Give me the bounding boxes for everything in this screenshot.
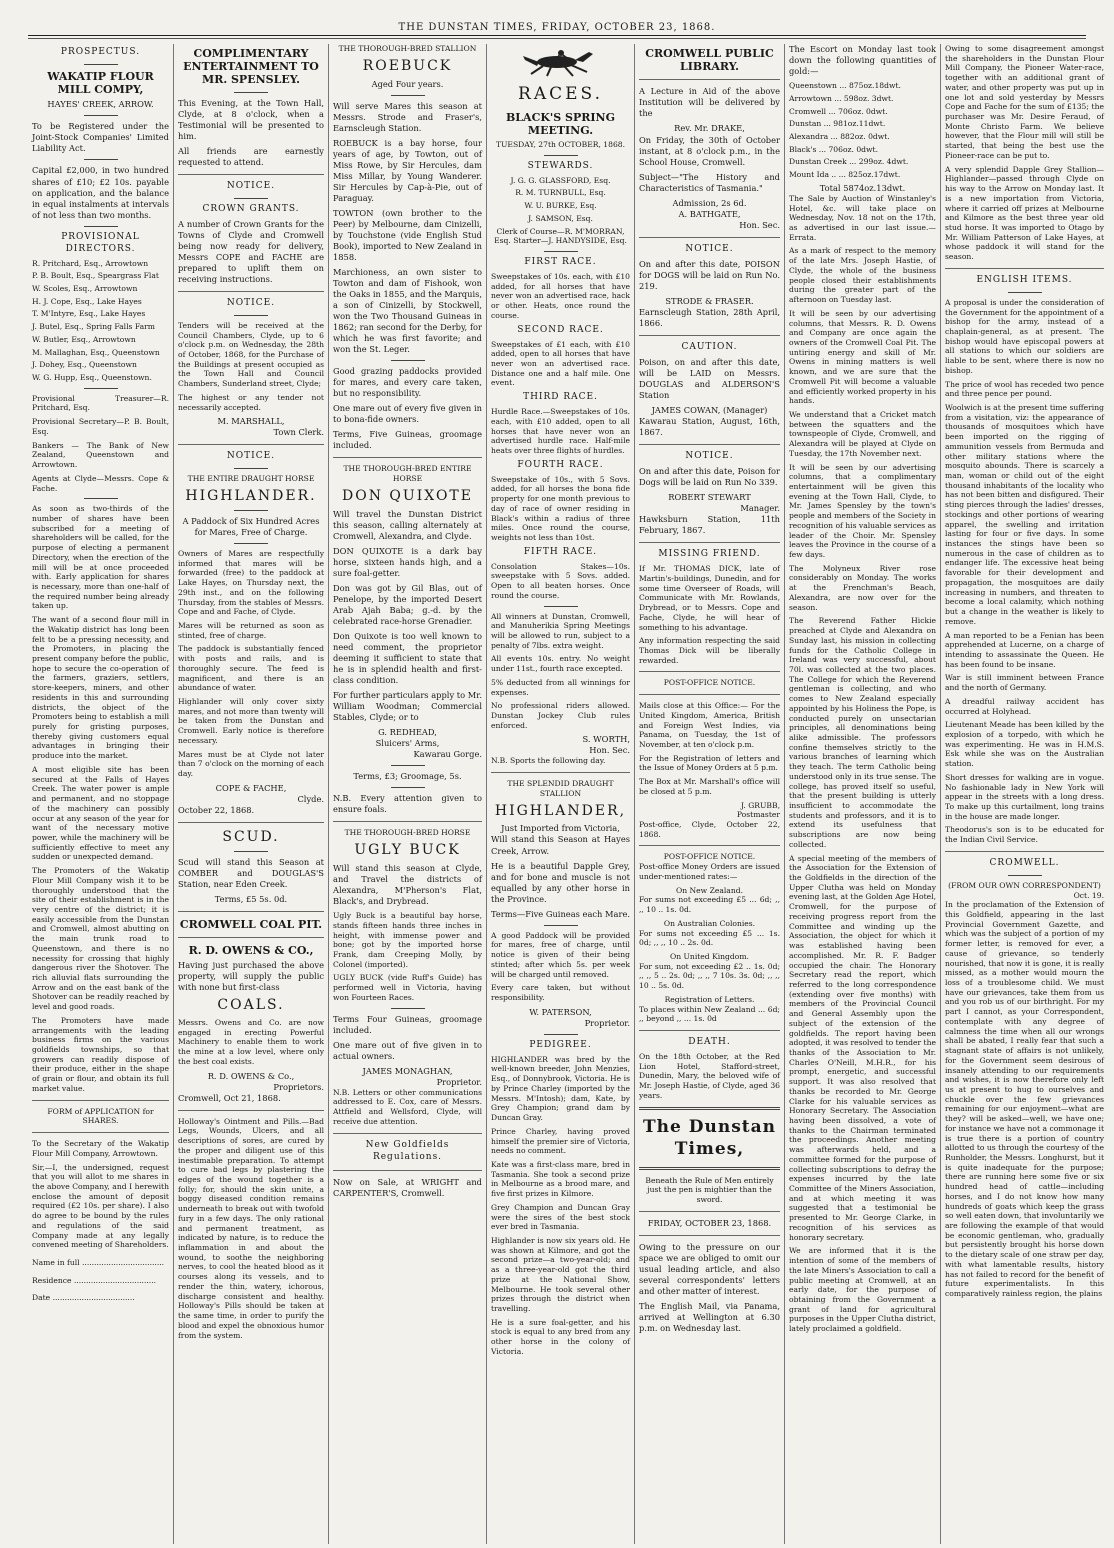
news-item: The Molyneux River rose considerably on Monday. The works at the Frenchman's Beach, Alexandra, are now over for the season.: [789, 563, 936, 612]
prospectus-body-5: The Promoters have made arrangements with the leading business firms on the various goldfields townships, so that growers can readily dispose of their produce, either in the shape of grain or flour, and obtain its full market value.: [32, 1015, 169, 1093]
station-dateline: Earnscleugh Station, 28th April, 1866.: [639, 306, 780, 328]
agents: Agents at Clyde—Messrs. Cope & Fache.: [32, 473, 169, 493]
ugly-nb: N.B. Letters or other communications addressed to E. Cox, care of Messrs. Attfield and Wellsford, Clyde, will receive due attention.: [333, 1087, 482, 1126]
missing-friend-reward: Any information respecting the said Thomas Dick will be liberally rewarded.: [639, 636, 780, 665]
signatory-place: Kawarau Gorge.: [413, 749, 482, 760]
list-item: J. Butel, Esq., Spring Falls Farm: [32, 322, 155, 332]
paper-title: The Dunstan Times,: [642, 1116, 776, 1160]
entire-horse-heading: THE ENTIRE DRAUGHT HORSE: [187, 474, 315, 484]
signatory-place: Sluicers' Arms,: [375, 738, 440, 749]
paddock-text: A Paddock of Six Hundred Acres for Mares, Free of Charge.: [182, 515, 320, 537]
race-text: Sweepstakes of £1 each, with £10 added, open to all horses that have never won an advertised race. Distance one and a half mile. One event.: [491, 339, 630, 388]
signatory: G. REDHEAD,: [378, 727, 437, 738]
list-item: J. SAMSON, Esq.: [528, 213, 593, 223]
table-row: Mount Ida .. ... 825oz.17dwt.: [789, 170, 901, 180]
mares-clyde-text: Mares must be at Clyde not later than 7 o'clock on the morning of each day.: [178, 749, 324, 779]
draught-stallion-heading: THE SPLENDID DRAUGHT STALLION: [507, 779, 614, 798]
news-item: A very splendid Dapple Grey Stallion—Highlander—passed through Clyde on his way to the Arrow on Monday last. It is a new importation from Victoria, where it carried off prizes at Melbourne and Kilmore as the best three year old stud horse. It was imported to Otago by Mr. William Patterson of Lake Hayes, at whose paddock it will stand for the season.: [945, 164, 1104, 262]
stallion-heading: THE THOROUGH-BRED STALLION: [338, 44, 477, 53]
lecturer: Rev. Mr. DRAKE,: [674, 123, 745, 134]
don-quixote-heading: DON QUIXOTE: [342, 487, 473, 504]
column-news: [784, 44, 940, 1544]
table-row: Dunstan Creek ... 299oz. 4dwt.: [789, 157, 909, 167]
dateline: Cromwell, Oct 21, 1868.: [178, 1092, 281, 1103]
prospectus-body-3: A most eligible site has been secured at the Falls of Hayes Creek. The water power is ample and permanent, and no stoppage of the machinery can possibly occur at any season of the year for want of the necessary motive power, while the machinery will be sufficiently effective to meet any sudden or unexpected demand.: [32, 764, 169, 862]
paddock-text: A good Paddock will be provided for mares, free of charge, until notice is given of their being stinted; after which 5s. per week will be charged until removed.: [491, 930, 630, 979]
post-office-heading: POST-OFFICE NOTICE.: [663, 852, 756, 862]
signatory: JAMES MONAGHAN,: [362, 1065, 453, 1076]
crown-grants-text: A number of Crown Grants for the Towns of Clyde and Cromwell being now ready for delivery, Messrs COPE and FACHE are prepared to uplift them on receiving instructions.: [178, 218, 324, 284]
news-item: Short dresses for walking are in vogue. No fashionable lady in New York will appear in the streets with a long dress. To make up this curtailment, long trains in the house are made longer.: [945, 772, 1104, 821]
owens-text: Having just purchased the above property, will supply the public with none but first-class: [178, 960, 324, 993]
tenders-text: Tenders will be received at the Council Chambers, Clyde, up to 6 o'clock p.m. on Wednesday, the 28th of October, 1868, for the Purchase of the Buildings at present occupied as the Town Hall and Council Chambers, Sunderland street, Clyde;: [178, 320, 324, 389]
imported-text: Just Imported from Victoria,: [501, 823, 620, 834]
clerk-starter: Clerk of Course—R. M'MORRAN, Esq. Starter—J. HANDYSIDE, Esq.: [494, 226, 627, 246]
race-heading: FIRST RACE.: [524, 256, 597, 267]
news-item: A dreadful railway accident has occurred at Holyhead.: [945, 696, 1104, 716]
rates-text: For sum, not exceeding £2 .. 1s. 0d; ,, ,, 5 .. 2s. 0d; ,, ,, 7 10s. 3s. 0d; ,, ,, 10 .. 5s. 0d.: [639, 961, 780, 991]
crown-grants-heading: CROWN GRANTS.: [202, 203, 300, 214]
residence-field[interactable]: Residence ..................................: [32, 1275, 157, 1285]
one-mare-text: One mare out of every five given in to bona-fide owners.: [333, 403, 482, 425]
prospectus-heading: PROSPECTUS.: [60, 47, 141, 57]
entertainment-request: All friends are earnestly requested to attend.: [178, 145, 324, 167]
money-orders-text: Post-office Money Orders are issued under-mentioned rates:—: [639, 862, 780, 881]
roebuck-serve: Will serve Mares this season at Messrs. Strode and Fraser's, Earnscleugh Station.: [333, 100, 482, 133]
news-item: We understand that a Cricket match between the squatters and the townspeople of Clyde, Cromwell, and Alexandra will be played at Clyde on Tuesday, the 17th November next.: [789, 409, 936, 458]
registration-text: For the Registration of letters and the Issue of Money Orders at 5 p.m.: [639, 753, 780, 773]
signatory-title: Proprietor.: [584, 1017, 630, 1028]
don-travel: Will travel the Dunstan District this season, calling alternately at Cromwell, Alexandra, and Clyde.: [333, 508, 482, 541]
table-row: Alexandra ... 882oz. 0dwt.: [789, 131, 890, 141]
list-item: H. J. Cope, Esq., Lake Hayes: [32, 296, 142, 306]
racehorse-icon: [513, 46, 609, 78]
race-text: Hurdle Race.—Sweepstakes of 10s. each, with £10 added, open to all horses that have never won an advertised hurdle race. Half-mile heats over three flights of hurdles.: [491, 407, 630, 455]
english-mail-note: The English Mail, via Panama, arrived at Wellington at 6.30 p.m. on Wednesday last.: [639, 1301, 780, 1334]
admission: Admission, 2s 6d.: [672, 197, 747, 208]
don-known: Don Quixote is too well known to need comment, the proprietor deeming it sufficient to state that he is in splendid health and first-class condition.: [333, 631, 482, 686]
news-item: The Sale by Auction of Winstanley's Hotel, &c. will take place on Wednesday, Nov. 18 not on the 17th, as advertised in our last issue.—Errata.: [789, 193, 936, 242]
name-field[interactable]: Name in full ..................................: [32, 1257, 165, 1267]
post-office-heading: POST-OFFICE NOTICE.: [663, 678, 756, 688]
notice-heading: NOTICE.: [226, 297, 276, 308]
sports-text: N.B. Sports the following day.: [491, 756, 606, 766]
form-heading: FORM of APPLICATION for SHARES.: [47, 1106, 154, 1126]
table-row: Arrowtown ... 598oz. 3dwt.: [789, 93, 894, 103]
ugly-buck-subheading: THE THOROUGH-BRED HORSE: [344, 828, 471, 838]
riders-text: No professional riders allowed. Dunstan Jockey Club rules enforced.: [491, 701, 630, 730]
signatory-title: Manager.: [740, 503, 780, 514]
signatory: ROBERT STEWART: [668, 492, 751, 503]
columns: [28, 44, 1108, 1544]
poison-notice: Poison, on and after this date, will be LAID on Messrs. DOUGLAS and ALDERSON'S Station: [639, 356, 780, 400]
library-heading: CROMWELL PUBLIC LIBRARY.: [645, 47, 774, 74]
column-entertainment: [173, 44, 328, 1544]
news-item: We are informed that it is the intention of some of the members of the late Miners's Association to call a public meeting at Cromwell, at an early date, for the purpose of obtaining from the Government a grant of land for agricultural purposes in the Upper Clutha district, lately proclaimed a goldfield.: [789, 1246, 936, 1334]
masthead: THE DUNSTAN TIMES, FRIDAY, OCTOBER 23, 1868.: [398, 22, 716, 33]
news-item: As a mark of respect to the memory of the late Mrs. Joseph Hastie, of Clyde, the whole of the business people closed their establishments during the greater part of the afternoon on Tuesday last.: [789, 246, 936, 305]
signatory-title: Hon. Sec.: [739, 219, 780, 230]
news-item: A proposal is under the consideration of the Government for the appointment of a bishop for the army, instead of a chaplain-general, as at present. The bishop would have episcopal powers at all stations to which our soldiers are liable to be sent, where there is now no bishop.: [945, 297, 1104, 375]
pedigree-text: Kate was a first-class mare, bred in Tasmania. She took a second prize in Melbourne as a brood mare, and five first prizes in Kilmore.: [491, 1159, 630, 1199]
rates-heading: On New Zealand.: [675, 885, 743, 895]
signatory: M. MARSHALL,: [217, 416, 285, 427]
roebuck-heading: ROEBUCK: [362, 57, 453, 74]
entertainment-text: This Evening, at the Town Hall, Clyde, at 8 o'clock, when a Testimonial will be presented to him.: [178, 97, 324, 141]
news-item: Owing to some disagreement amongst the shareholders in the Dunstan Flour Mill Company, the Pioneer Water-race, together with an additional grant of water, and other property was put up in one lot and sold yesterday by Messrs Cope and Fache for the sum of £135; the purchaser was Mr. Desire Feraud, of Monte Christo Farm. We believe however, that the Flour mill will still be started, that being the best use the Pioneer-race can be put to.: [945, 44, 1104, 160]
coals-heading: COALS.: [217, 997, 285, 1014]
news-item: It will be seen by our advertising columns, that Messrs. R. D. Owens and Company are once again the owners of the Cromwell Coal Pit. The untiring energy and skill of Mr. Owens in mining matters is well known, and we are sure that the Cromwell Pit will become a valuable and efficiently worked property in his hands.: [789, 308, 936, 406]
directors-heading: PROVISIONAL DIRECTORS.: [61, 231, 140, 254]
pedigree-text: Prince Charley, having proved himself the premier sire of Victoria, needs no comment.: [491, 1126, 630, 1156]
death-notice: On the 18th October, at the Red Lion Hotel, Stafford-street, Dunedin, Mary, the beloved wife of Mr. Joseph Hastie, of Clyde, aged 36 years.: [639, 1051, 780, 1100]
prospectus-body-4: The Promoters of the Wakatip Flour Mill Company wish it to be thoroughly understood that the site of their establishment is in the very centre of the district; it is easily accessible from the Dunstan and Cromwell, almost abutting on the main trunk road to Queenstown, and there is no necessity for crossing that highly dangerous river the Shotover. The rich alluvial flats surrounding the Arrow and on the east bank of the Shotover can be readily reached by level and good roads.: [32, 866, 169, 1012]
don-pedigree: Don was got by Gil Blas, out of Penelope, by the imported Desert Arab Ajah Baba; g.-d. by the celebrated race-horse Grenadier.: [333, 582, 482, 626]
notice-heading: NOTICE.: [685, 451, 734, 462]
race-heading: FIFTH RACE.: [523, 546, 598, 557]
rates-text: To places within New Zealand ... 6d; ,, beyond ,, ... 1s. 0d: [639, 1004, 780, 1024]
dateline: Oct. 19.: [1073, 890, 1104, 900]
paddock-fenced-text: The paddock is substantially fenced with posts and rails, and is thoroughly secure. The feed is magnificent, and there is an abundance of water.: [178, 644, 324, 693]
race-text: Sweepstakes of 10s. each, with £10 added, for all horses that have never won an advertised race, hack or other. Heats, once round the course.: [491, 271, 630, 320]
paper-motto: Beneath the Rule of Men entirely just the pen is mightier than the sword.: [645, 1175, 774, 1205]
company-name: WAKATIP FLOUR MILL COMPY,: [47, 69, 154, 97]
correspondent-line: (FROM OUR OWN CORRESPONDENT): [948, 880, 1101, 890]
entry-text: All events 10s. entry. No weight under 11st., fourth race excepted.: [491, 654, 630, 674]
signatory: W. PATERSON,: [529, 1006, 592, 1017]
lecture-text: A Lecture in Aid of the above Institution will be delivered by the: [639, 86, 780, 119]
rates-text: For sums not exceeding £5 ... 6d; ,, ,, 10 .. 1s. 0d.: [639, 895, 780, 915]
list-item: W. U. BURKE, Esq.: [524, 201, 597, 211]
scud-text: Scud will stand this Season at COMBER and DOUGLAS'S Station, near Eden Creek.: [178, 856, 324, 889]
races-heading: RACES.: [518, 84, 603, 104]
don-desc: DON QUIXOTE is a dark bay horse, sixteen hands high, and a sure foal-getter.: [333, 545, 482, 578]
signatory-place: Clyde.: [297, 793, 324, 804]
ugly-desc: Ugly Buck is a beautiful bay horse, stands fifteen hands three inches in height, with immense power and bone; got by the imported horse Frank, dam Creeping Molly, by Colonel (imported).: [333, 911, 482, 969]
column-prospectus: [28, 44, 173, 1544]
directors-list: [32, 259, 169, 383]
ugly-one-mare: One mare out of five given in to actual owners.: [333, 1039, 482, 1061]
ugly-terms: Terms Four Guineas, groomage included.: [333, 1013, 482, 1035]
post-office-dateline: Post-office, Clyde, October 22, 1868.: [639, 820, 780, 839]
deducted-text: 5% deducted from all winnings for expenses.: [491, 677, 630, 697]
roebuck-desc: ROEBUCK is a bay horse, four years of age, by Towton, out of Miss Rowe, by Sir Hercules, dam Miss Millar, by Young Wanderer. Sir Hercules by Cap-à-Pie, out of Paraguay.: [333, 137, 482, 203]
race-heading: SECOND RACE.: [517, 324, 604, 335]
race-text: Sweepstake of 10s., with 5 Sovs. added, for all horses the bona fide property for one month previous to day of race of owner residing in Black's within a radius of three miles. Once round the course, weights not less than 10st.: [491, 474, 630, 542]
table-row: Queenstown ... 875oz.18dwt.: [789, 81, 901, 91]
treasurer: Provisional Treasurer—R. Pritchard, Esq.: [32, 393, 169, 413]
form-to: To the Secretary of the Wakatip Flour Mill Company, Arrowtown.: [32, 1139, 169, 1158]
marchioness-text: Marchioness, an own sister to Towton and dam of Fishook, won the Oaks in 1855, and the Marquis, a son of Cinizelli, by Stockwell, won the Two Thousand Guineas in 1862; ran second for the Derby, for which he was first favorite; and won the St. Leger.: [333, 266, 482, 355]
gold-table: [789, 81, 936, 180]
care-text: Every care taken, but without responsibility.: [491, 983, 630, 1002]
ugly-victoria: UGLY BUCK (vide Ruff's Guide) has performed well in Victoria, having won Fourteen Races.: [333, 973, 482, 1002]
owens-heading: R. D. OWENS & CO.,: [188, 943, 314, 957]
dateline: October 22, 1868.: [178, 804, 255, 815]
race-heading: FOURTH RACE.: [517, 459, 604, 470]
paper-date: FRIDAY, OCTOBER 23, 1868.: [647, 1217, 772, 1228]
signatory: A. BATHGATE,: [678, 208, 741, 219]
news-item: War is still imminent between France and the north of Germany.: [945, 673, 1104, 693]
list-item: W. Butler, Esq., Arrowtown: [32, 334, 136, 344]
terms-text: Terms—Five Guineas each Mare.: [491, 908, 630, 919]
bankers: Bankers — The Bank of New Zealand, Queenstown and Arrowtown.: [32, 440, 169, 470]
table-row: Cromwell ... 706oz. 0dwt.: [789, 106, 888, 116]
ugly-stand: Will stand this season at Clyde, and Travel the districts of Alexandra, M'Pherson's Flat, Black's, and Drybread.: [333, 862, 482, 907]
rates-heading: Registration of Letters.: [664, 994, 755, 1004]
entire-heading: THE THOROUGH-BRED ENTIRE HORSE: [343, 464, 472, 484]
news-item: The Reverend Father Hickie preached at Clyde and Alexandra on Sunday last, his mission in collecting funds for the Catholic College in Ireland was very successful, about 70l. was collected at the two places. The College for which the Reverend gentleman is collecting, and who comes to New Zealand especially appointed by his Holiness the Pope, is conducted purely on unsectarian principles, all denominations being alike admissible. The professors confine themselves strictly to the various branches of learning which they teach. The term Catholic being understood only in its true sense. The college, has proved itself so useful, that the present building is utterly insufficient to accommodate the students and professors, and it is to extend its usefulness that subscriptions are now being collected.: [789, 616, 936, 849]
masthead-rule: [28, 35, 1086, 36]
gold-total: Total 5874oz.13dwt.: [819, 182, 906, 193]
highlander-heading: HIGHLANDER.: [185, 488, 317, 505]
scud-terms: Terms, £5 5s. 0d.: [214, 893, 288, 904]
rates-heading: On Australian Colonies.: [663, 918, 756, 928]
notice-heading: NOTICE.: [226, 180, 276, 191]
registration-text: To be Registered under the Joint-Stock Companies' Limited Liability Act.: [32, 121, 169, 154]
notice-heading: NOTICE.: [685, 243, 734, 254]
ugly-buck-heading: UGLY BUCK: [354, 842, 461, 859]
box-text: The Box at Mr. Marshall's office will be closed at 5 p.m.: [639, 777, 780, 796]
lecture-subject: Subject—"The History and Characteristics of Tasmania.": [639, 171, 780, 193]
coal-pit-heading: CROMWELL COAL PIT.: [179, 917, 323, 931]
stand-text: Will stand this Season at Hayes Creek, Arrow.: [491, 834, 630, 856]
goldfields-heading: New Goldfields Regulations.: [365, 1139, 450, 1162]
news-item: Woolwich is at the present time suffering from a visitation, viz: the appearance of thousands of mosquitoes which have been imported on the rigging of ammunition vessels from Bermuda and other military stations where the mosquito abounds. There is scarcely a man, woman or child out of the eight thousand inhabitants of the locality who has not been bitten and disfigured. Their sting pierces through the ladies' dresses, stockings and other portions of wearing apparel, the swelling and irritation lasting for four or five days. In some instances the stings have been so numerous in the case of children as to endanger life. The excessive heat being favorable for their development and propagation, the mosquitoes are daily increasing in numbers, and threaten to become a local calamity, which nothing but a change in the weather is likely to remove.: [945, 402, 1104, 626]
now-on-sale: Now on Sale, at WRIGHT and CARPENTER'S, Cromwell.: [333, 1176, 482, 1198]
signatory-title: Postmaster: [736, 810, 780, 820]
escort-text: The Escort on Monday last took down the following quantities of gold:—: [789, 44, 936, 77]
list-item: R. Pritchard, Esq., Arrowtown: [32, 258, 149, 268]
editorial-note: Owing to the pressure on our space we are obliged to omit our usual leading article, and also several correspondents' letters and other matter of interest.: [639, 1241, 780, 1297]
column-races: [486, 44, 634, 1544]
roebuck-terms: Terms, Five Guineas, groomage included.: [333, 429, 482, 451]
signatory-title: Town Clerk.: [273, 427, 324, 438]
rates-heading: On United Kingdom.: [670, 951, 749, 961]
signatory-title: Proprietor.: [436, 1076, 482, 1087]
don-terms: Terms, £3; Groomage, 5s.: [353, 771, 462, 782]
highlander-heading: HIGHLANDER,: [494, 802, 627, 819]
list-item: M. Mallaghan, Esq., Queenstown: [32, 347, 160, 357]
dapple-text: He is a beautiful Dapple Grey, and for bone and muscle is not equalled by any other horse in the Province.: [491, 860, 630, 904]
correspondent-letter: In the proclamation of the Extension of this Goldfield, appearing in the last Provincial Government Gazette, and which was the subject of a portion of my former letter, is removed for ever, a cause of grievance, so tenderly nourished, that now it is gone, it is really missed, as a mother would mourn the loss of a troublesome child. We must have our grievances, take them from us and you rob us of our birthright. For my part I cannot, as your Correspondent, contemplate with any degree of calmness the time when all our wrongs shall be abated, I really fear that such a stagnant state of affairs is not unlikely, for the Government seem desirous of insanely attending to our requirements and wishes, it is now therefore only left us at present to hug to ourselves and chuckle over the few grievances remaining for our enjoyment—what are they? will be asked—well, we have one; for instance we have not a commonage it is true there is a portion of country allotted to us through the courtesy of the Runholder, the Messrs. Longhurst, but it is quite inadequate for the purpose; there are running here some five or six hundred head of cattle—including horses, and I do not know how many hundreds of goats which keep the grass so well eaten down, that involuntarily we are following the example of that would be economic gentleman, who, gradually but persistently brought his horse down to the dietary scale of one straw per day, with what lamentable results, history has not failed to record for the benefit of future experimentalists. In this comparatively rainless region, the plains: [945, 900, 1104, 1299]
missing-friend-text: If Mr. THOMAS DICK, late of Martin's-buildings, Dunedin, and for some time Overseer of Roads, will Communicate with Mr. Rowlands, Drybread, or to Messrs. Cope and Fache, Clyde, he will hear of something to his advantage.: [639, 564, 780, 632]
capital-text: Capital £2,000, in two hundred shares of £10; £2 10s. payable on application, and the balance in equal instalments at intervals of not less than two months.: [32, 165, 169, 220]
news-item: It will be seen by our advertising columns, that a complimentary entertainment will be given this evening at the Town Hall, Clyde, to Mr. James Spensley by the town's people and members of the Society in recognition of his valuable services as leader of the Choir. Mr. Spensley leaves the Province in the course of a few days.: [789, 462, 936, 560]
missing-friend-heading: MISSING FRIEND.: [658, 549, 761, 560]
english-items-heading: ENGLISH ITEMS.: [976, 274, 1073, 285]
poison-notice: On and after this date, POISON for DOGS will be laid on Run No. 219.: [639, 258, 780, 291]
signatory: JAMES COWAN, (Manager): [651, 405, 768, 415]
table-row: Dunstan ... 981oz.11dwt.: [789, 119, 886, 129]
station-dateline: Hawksburn Station, 11th February, 1867.: [639, 514, 780, 536]
form-body: Sir,—I, the undersigned, request that you will allot to me shares in the above Company, and I herewith enclose the amount of deposit required (£2 10s. per share). I also do agree to be bound by the rules and regulations of the said Company made at any legally convened meeting of Shareholders.: [32, 1162, 169, 1250]
list-item: W. G. Hupp, Esq., Queenstown.: [32, 373, 152, 383]
cromwell-heading: CROMWELL.: [989, 857, 1060, 868]
list-item: P. B. Boult, Esq., Speargrass Flat: [32, 271, 159, 281]
particulars-text: For further particulars apply to Mr. William Woodman; Commercial Stables, Clyde; or to: [333, 690, 482, 723]
column-english-items: [940, 44, 1108, 1544]
meeting-heading: BLACK'S SPRING MEETING.: [506, 110, 615, 137]
list-item: J. Dohey, Esq., Queenstown: [32, 360, 137, 370]
pedigree-text: Highlander is now six years old. He was shown at Kilmore, and got the second prize—a two-year-old; and as a three-year-old got the third prize at the National Show, Melbourne. He took several other prizes through the district when travelling.: [491, 1235, 630, 1313]
company-location: HAYES' CREEK, ARROW.: [47, 99, 154, 110]
list-item: R. M. TURNBULL, Esq.: [515, 188, 606, 198]
signatory: COPE & FACHE,: [215, 782, 287, 793]
news-item: Theodorus's son is to be educated for the Indian Civil Service.: [945, 825, 1104, 845]
news-item: The price of wool has receded two pence and three pence per pound.: [945, 379, 1104, 399]
entertainment-heading: COMPLIMENTARY ENTERTAINMENT TO MR. SPENSLEY.: [183, 47, 319, 87]
towton-text: TOWTON (own brother to the Peer) by Melbourne, dam Cinizelli, by Touchstone (vide English Stud Book), imported to New Zealand in 1858.: [333, 207, 482, 262]
secretary: Provisional Secretary—P. B. Boult, Esq.: [32, 417, 169, 436]
mails-text: Mails close at this Office:— For the United Kingdom, America, British and Foreign West Indies, via Panama, on Tuesday, the 1st of November, at ten o'clock p.m.: [639, 701, 780, 749]
mares-returned-text: Mares will be returned as soon as stinted, free of charge.: [178, 620, 324, 640]
masthead-rule-lower: [28, 38, 1086, 39]
signatory: STRODE & FRASER.: [665, 295, 754, 306]
signatory: J. GRUBB,: [740, 800, 780, 810]
pedigree-heading: PEDIGREE.: [529, 1039, 592, 1050]
meeting-date: TUESDAY, 27th OCTOBER, 1868.: [495, 139, 626, 149]
winners-text: All winners at Dunstan, Cromwell, and Manuherikia Spring Meetings will be allowed to run, subject to a penalty of 7lbs. extra weight.: [491, 611, 630, 650]
stewards-list: [491, 176, 630, 224]
death-heading: DEATH.: [688, 1036, 731, 1047]
column-library: [634, 44, 784, 1544]
station-dateline: Kawarau Station, August, 16th, 1867.: [639, 416, 780, 438]
rates-text: For sums not exceeding £5 ... 1s. 0d; ,, ,, 10 .. 2s. 0d.: [639, 928, 780, 948]
pedigree-text: He is a sure foal-getter, and his stock is equal to any bred from any other horse in the colony of Victoria.: [491, 1317, 630, 1356]
date-field[interactable]: Date ..................................: [32, 1293, 135, 1303]
pedigree-text: HIGHLANDER was bred by the well-known breeder, John Menzies, Esq., of Donnybrook, Victoria. He is by Prince Charley (imported by the Messrs. M'Intosh); dam, Kate, by Grey Champion; grand dam by Duncan Gray.: [491, 1054, 630, 1123]
stewards-heading: STEWARDS.: [527, 160, 594, 171]
owens-machinery-text: Messrs. Owens and Co. are now engaged in erecting Powerful Machinery to enable them to work the mine at a low level, where only the best coal exists.: [178, 1018, 324, 1066]
column-stallions: [328, 44, 486, 1544]
news-item: A special meeting of the members of the Association for the Extension of the Goldfields in the direction of the Upper Clutha was held on Monday evening last, at the Golden Age Hotel, Cromwell, for the purpose of receiving progress report from the Committee and winding up the Association, the object for which it was established having been accomplished. Mr. R. F. Badger occupied the chair. The Honorary Secretary read the report, which referred to the long correspondence (extending over five months) with members of the Provincial Council and General Assembly upon the subject of the extension of the goldfields. The report having been adopted, it was resolved to tender the thanks of the Association to Mr. Charles O'Neill, M.H.R., for his prompt, energetic, and successful support. It was also resolved that thanks be recorded to Mr. George Clarke for his valuable services as Honorary Secretary. The Association having been dissolved, a vote of thanks to the Chairman terminated the proceedings. Another meeting was afterwards held, and a committee formed for the purpose of collecting subscriptions to defray the expenses incurred by the late Committee of the Miners Association, and at which meeting it was suggested that a testimonial be presented to Mr. George Clarke, in recognition of his services as honorary secretary.: [789, 853, 936, 1242]
tenders-note: The highest or any tender not necessarily accepted.: [178, 392, 324, 412]
lecture-date: On Friday, the 30th of October instant, at 8 o'clock p.m., in the School House, Cromwell.: [639, 134, 780, 167]
don-nb: N.B. Every attention given to ensure foals.: [333, 793, 482, 815]
highlander-stand-text: Highlander will only cover sixty mares, and not more than twenty will be taken from the Dunstan and Cromwell. Early notice is therefore necessary.: [178, 696, 324, 745]
roebuck-age: Aged Four years.: [371, 78, 444, 89]
poison-notice: On and after this date, Poison for Dogs will be laid on Run No 339.: [639, 466, 780, 488]
table-row: Black's ... 706oz. 0dwt.: [789, 144, 878, 154]
race-text: Consolation Stakes—10s. sweepstake with 5 Sovs. added. Open to all beaten horses. Once round the course.: [491, 561, 630, 600]
notice-heading: NOTICE.: [226, 451, 276, 462]
news-item: Lieutenant Meade has been killed by the explosion of a torpedo, with which he was experimenting. He was in H.M.S. Esk while she was on the Australian station.: [945, 720, 1104, 769]
signatory: S. WORTH,: [582, 734, 630, 745]
list-item: J. G. G. GLASSFORD, Esq.: [510, 175, 611, 185]
pedigree-text: Grey Champion and Duncan Gray were the sires of the best stock ever bred in Tasmania.: [491, 1202, 630, 1232]
news-item: A man reported to be a Fenian has been apprehended at Lucerne, on a charge of intending to assassinate the Queen. He has been found to be insane.: [945, 630, 1104, 669]
owners-text: Owners of Mares are respectfully informed that mares will be forwarded (free) to the paddock at Lake Hayes, on Thursday next, the 29th inst., and on the following Thursday, from the stables of Messrs. Cope and and Fache, of Clyde.: [178, 548, 324, 617]
list-item: W. Scoles, Esq., Arrowtown: [32, 284, 138, 293]
prospectus-body-2: The want of a second flour mill in the Wakatip district has long been felt to be a pressing necessity, and the Promoters, in placing the present company before the public, hope to secure the co-operation of the farmers, graziers, settlers, store-keepers, miners, and other residents in this and surrounding districts, the object of the Promoters being to establish a mill purely for gristing purposes, thereby giving customers equal advantages in bringing their produce into the market.: [32, 615, 170, 761]
holloway-advert: Holloway's Ointment and Pills.—Bad Legs, Wounds, Ulcers, and all descriptions of sores, are cured by the proper and diligent use of this inestimable preparation. To attempt to cure bad legs by plastering the edges of the wound together is a folly; for, should the skin unite, a boggy diseased condition remains underneath to break out with twofold fury in a few days. The only rational and permanent treatment, as indicated by nature, is to reduce the inflammation in and about the wound, to soothe the neighboring nerves, to cool the heated blood as it courses along its vessels, and to render the thin, watery, ichorous, discharge consistent and healthy. Holloway's Pills should be taken at the same time, in order to purify the blood and expel the obnoxious humor from the system.: [178, 1116, 324, 1340]
caution-heading: CAUTION.: [681, 341, 738, 352]
prospectus-body-1: As soon as two-thirds of the number of shares have been subscribed for a meeting of shareholders will be called, for the purpose of electing a permanent Directory, when the erection of the mill will be at once proceeded with. Early application for shares is necessary, more than one-half of the required number being already taken up.: [32, 504, 169, 611]
signatory: R. D. OWENS & Co.,: [207, 1070, 295, 1081]
scud-heading: SCUD.: [222, 828, 280, 845]
signatory-title: Hon. Sec.: [589, 745, 630, 756]
list-item: T. M'Intyre, Esq., Lake Hayes: [32, 309, 146, 319]
grazing-text: Good grazing paddocks provided for mares, and every care taken, but no responsibility.: [333, 366, 482, 399]
race-heading: THIRD RACE.: [523, 392, 598, 403]
signatory-title: Proprietors.: [273, 1081, 324, 1092]
